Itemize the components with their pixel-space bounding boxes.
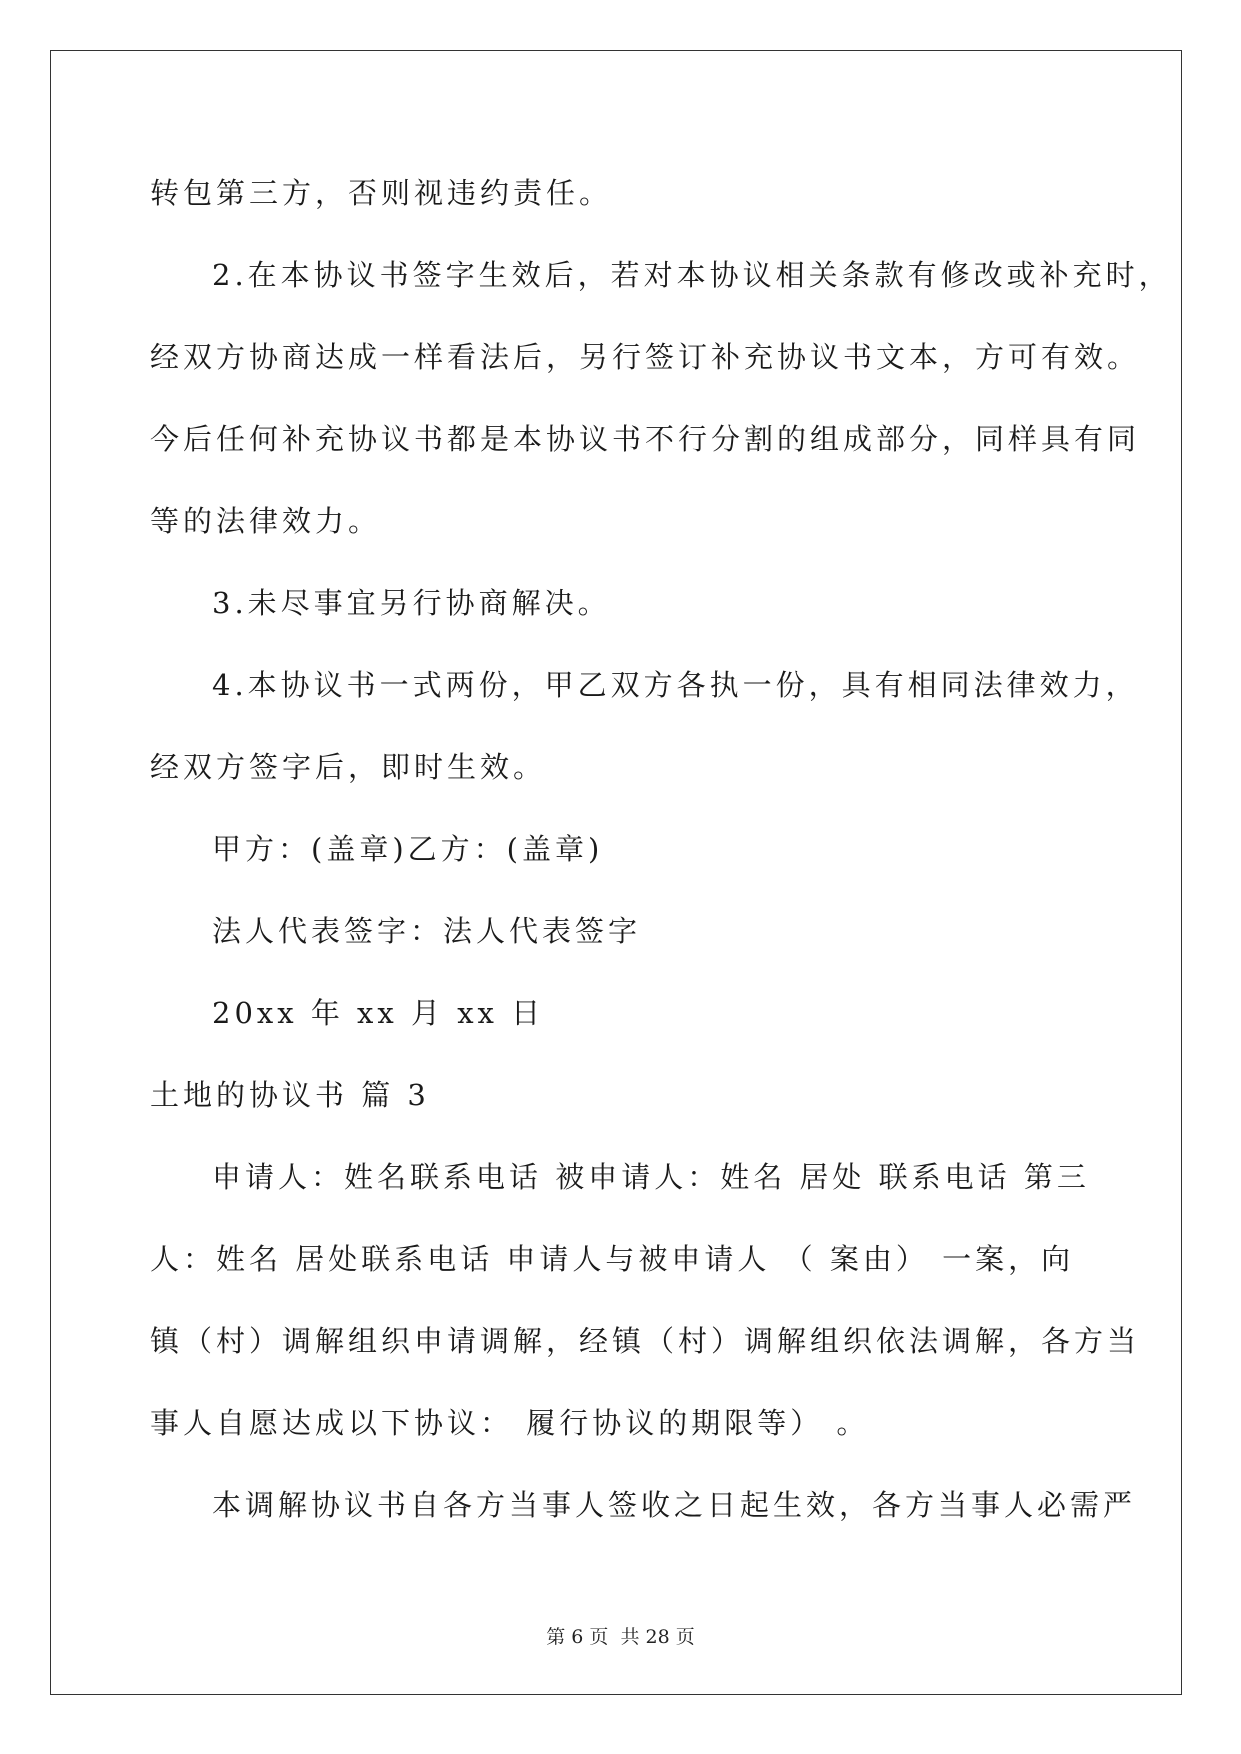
text-line: 等的法律效力。	[150, 504, 382, 538]
signature-line: 法人代表签字：法人代表签字	[212, 914, 642, 948]
section-heading: 土地的协议书 篇 3	[150, 1078, 430, 1112]
text-line: 4.本协议书一式两份，甲乙双方各执一份，具有相同法律效力，	[212, 668, 1139, 702]
text-line: 今后任何补充协议书都是本协议书不行分割的组成部分，同样具有同	[150, 422, 1141, 456]
signature-line: 甲方：(盖章)乙方：(盖章)	[212, 832, 604, 866]
document-body	[150, 152, 1172, 1546]
text-line: 申请人：姓名联系电话 被申请人：姓名 居处 联系电话 第三	[212, 1160, 1090, 1194]
text-line: 事人自愿达成以下协议： 履行协议的期限等） 。	[150, 1406, 870, 1440]
text-line: 经双方协商达成一样看法后，另行签订补充协议书文本，方可有效。	[150, 340, 1141, 374]
text-line: 本调解协议书自各方当事人签收之日起生效，各方当事人必需严	[212, 1488, 1137, 1522]
text-line: 镇（村）调解组织申请调解，经镇（村）调解组织依法调解，各方当	[150, 1324, 1141, 1358]
page-number-footer: 第 6 页 共 28 页	[546, 1626, 695, 1648]
text-line: 2.在本协议书签字生效后，若对本协议相关条款有修改或补充时，	[212, 258, 1172, 292]
text-line: 经双方签字后，即时生效。	[150, 750, 547, 784]
text-line: 3.未尽事宜另行协商解决。	[212, 586, 611, 620]
date-line: 20xx 年 xx 月 xx 日	[212, 996, 545, 1030]
text-line: 人：姓名 居处联系电话 申请人与被申请人 （ 案由） 一案，向	[150, 1242, 1075, 1276]
text-line: 转包第三方，否则视违约责任。	[150, 176, 613, 210]
